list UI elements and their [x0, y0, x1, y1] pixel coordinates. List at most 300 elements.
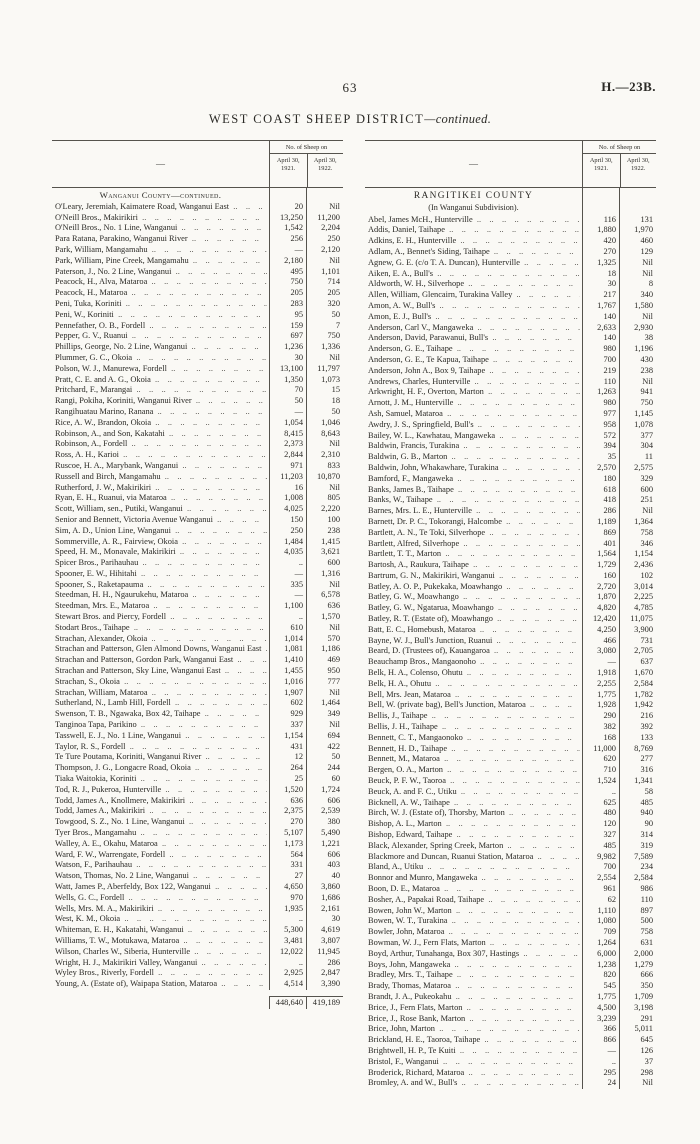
value-1922: 403 — [306, 860, 343, 871]
entry-name-cell — [52, 439, 269, 450]
value-1921: 866 — [582, 1035, 619, 1046]
entry-name-cell — [365, 215, 582, 226]
value-1921: 120 — [582, 819, 619, 830]
value-1922: Nil — [619, 312, 656, 323]
value-1922: Nil — [306, 353, 343, 364]
value-1922: 2,120 — [306, 245, 343, 256]
owner-name: Bartlett, T. T., Marton — [368, 549, 442, 559]
entry-name-cell — [365, 474, 582, 485]
owner-name: Brightwell, H. P., Te Kuiti — [368, 1045, 456, 1055]
dot-leader — [447, 744, 580, 755]
owner-name: Watt, James P., Aberfeldy, Box 122, Wanganui — [55, 882, 211, 891]
owner-name: Te Ture Poutama, Koriniti, Wanganui River — [55, 752, 202, 762]
entry-name-cell — [52, 688, 269, 699]
owner-name: Batley, G. W., Moawhango — [368, 592, 459, 602]
owner-name: Swenson, T. B., Ngawaka, Box 42, Taihape — [55, 709, 201, 719]
value-1921: — — [582, 657, 619, 668]
entry-name-cell — [365, 679, 582, 690]
value-1921: 564 — [269, 850, 306, 861]
dot-leader — [476, 657, 580, 668]
entry-name-cell — [365, 916, 582, 927]
value-1922: 131 — [619, 215, 656, 226]
value-1922: 731 — [619, 636, 656, 647]
value-1921: 2,255 — [582, 679, 619, 690]
dot-leader — [459, 539, 580, 550]
dot-leader — [132, 385, 267, 396]
value-1922: 750 — [306, 331, 343, 342]
value-1922: 319 — [619, 841, 656, 852]
entry-name-cell — [365, 485, 582, 496]
value-1921: 116 — [582, 215, 619, 226]
entry-name-cell — [52, 396, 269, 407]
entry-name-cell — [52, 202, 269, 213]
owner-name: Arnott, J. M., Hunterville — [368, 398, 454, 408]
entry-name-cell — [52, 590, 269, 601]
value-1921: 295 — [582, 1068, 619, 1079]
entry-name-cell — [365, 1068, 582, 1079]
owner-name: Brickland, H. E., Taoroa, Taihape — [368, 1035, 481, 1045]
entry-name-cell — [365, 819, 582, 830]
dot-leader — [149, 601, 267, 612]
dot-leader — [165, 429, 267, 440]
entry-name-cell — [365, 927, 582, 938]
value-1922: 2,847 — [306, 968, 343, 979]
value-1921: 6,000 — [582, 949, 619, 960]
value-1922: 2,539 — [306, 806, 343, 817]
two-column-layout — [52, 140, 656, 1089]
value-1922: 11,945 — [306, 947, 343, 958]
value-1922: 570 — [306, 634, 343, 645]
value-1921: 1,520 — [269, 785, 306, 796]
dot-leader — [423, 862, 580, 873]
dot-leader — [197, 958, 267, 969]
value-1921: 420 — [582, 236, 619, 247]
entry-name-cell — [365, 690, 582, 701]
dot-leader — [443, 765, 580, 776]
value-1921: 700 — [582, 862, 619, 873]
owner-name: O'Neill Bros., No. 1 Line, Wanganui — [55, 223, 178, 233]
owner-name: Rutherford, J. W., Makirikiri — [55, 482, 152, 492]
entry-name-cell — [52, 461, 269, 472]
value-1921: 159 — [269, 321, 306, 332]
entry-name-cell — [52, 418, 269, 429]
entry-name-cell — [52, 547, 269, 558]
entry-name-cell — [365, 333, 582, 344]
entry-name-cell — [365, 862, 582, 873]
entry-name-cell — [365, 463, 582, 474]
value-1922: 7,589 — [619, 852, 656, 863]
dot-leader — [138, 558, 267, 569]
value-1921: 602 — [269, 698, 306, 709]
value-1921: 25 — [269, 774, 306, 785]
owner-name: Brady, Thomas, Mataroa — [368, 981, 452, 991]
entry-name-cell — [52, 472, 269, 483]
dot-leader — [188, 590, 267, 601]
entry-name-cell — [365, 366, 582, 377]
dot-leader — [470, 377, 580, 388]
dot-leader — [183, 504, 267, 515]
owner-name: West, K. M., Okoia — [55, 914, 121, 924]
value-1921: 636 — [269, 796, 306, 807]
entry-name-cell — [365, 225, 582, 236]
owner-name: Polson, W. J., Manurewa, Fordell — [55, 363, 167, 373]
value-1922: 110 — [619, 895, 656, 906]
owner-name: Blackmore and Duncan, Ruanui Station, Mataroa — [368, 851, 534, 861]
value-1922: Nil — [306, 720, 343, 731]
owner-name: Robinson, A., Fordell — [55, 439, 128, 449]
value-1922: 637 — [619, 657, 656, 668]
owner-name: Belk, H. A., Colenso, Ohutu — [368, 668, 463, 678]
dot-leader — [179, 936, 267, 947]
value-1921: 1,008 — [269, 493, 306, 504]
value-1921: 1,729 — [582, 560, 619, 571]
value-1921: 971 — [269, 461, 306, 472]
entry-name-cell — [52, 871, 269, 882]
owner-name: Anderson, Carl V., Mangaweka — [368, 322, 474, 332]
dot-leader — [442, 819, 580, 830]
value-1921: 1,524 — [582, 776, 619, 787]
owner-name: Strachan and Patterson, Sky Line, Wanganui East — [55, 666, 221, 676]
entry-name-cell — [52, 666, 269, 677]
owner-name: Banks, W., Taihape — [368, 495, 433, 505]
value-1922: 298 — [619, 1068, 656, 1079]
dot-leader — [192, 396, 267, 407]
value-1921: 1,542 — [269, 223, 306, 234]
value-1922: 8 — [619, 279, 656, 290]
dot-leader — [171, 267, 267, 278]
value-1921: 2,375 — [269, 806, 306, 817]
dot-leader — [473, 323, 580, 334]
value-1921: 977 — [582, 409, 619, 420]
entry-name-cell — [365, 981, 582, 992]
value-1922: 1,196 — [619, 344, 656, 355]
owner-name: O'Neill Bros., Makirikiri — [55, 212, 138, 222]
value-1922: 6,578 — [306, 590, 343, 601]
owner-name: Peacock, H., Alva, Mataroa — [55, 277, 148, 287]
entry-name-cell — [365, 377, 582, 388]
value-1921: 431 — [269, 742, 306, 753]
value-1922: Nil — [619, 269, 656, 280]
entry-name-cell — [52, 310, 269, 321]
entry-name-cell — [365, 1046, 582, 1057]
owner-name: Barnett, Dr. P. C., Tokorangi, Halcombe — [368, 516, 502, 526]
value-1921: 13,250 — [269, 213, 306, 224]
dot-leader — [128, 331, 267, 342]
dot-leader — [132, 353, 267, 364]
value-1922: 1,724 — [306, 785, 343, 796]
owner-name: Spooner, S., Raketapauma — [55, 579, 144, 589]
owner-name: Tasswell, E. J., No. 1 Line, Wanganui — [55, 730, 182, 740]
entry-name-cell — [52, 882, 269, 893]
entry-name-cell — [52, 947, 269, 958]
value-1921: 1,325 — [582, 258, 619, 269]
value-1921: 700 — [582, 355, 619, 366]
value-1921: — — [269, 569, 306, 580]
owner-name: Taylor, R. S., Fordell — [55, 741, 126, 751]
value-1921 — [582, 188, 619, 203]
value-1921: 480 — [582, 808, 619, 819]
owner-name: Towgood, S. Z., No. 1 Line, Wanganui — [55, 817, 185, 827]
entry-name-cell — [365, 700, 582, 711]
value-1922: 277 — [619, 754, 656, 765]
value-1922: Nil — [306, 623, 343, 634]
owner-name: Plummer, G. C., Okoia — [55, 352, 133, 362]
owner-name: Bromley, A. and W., Bull's — [368, 1078, 458, 1088]
value-1921: 1,236 — [269, 342, 306, 353]
value-1922: Nil — [306, 483, 343, 494]
entry-name-cell — [52, 299, 269, 310]
dot-leader — [120, 677, 267, 688]
dot-leader — [445, 225, 580, 236]
name-column-header: — — [469, 158, 478, 169]
dot-leader — [495, 431, 580, 442]
owner-name: Bonnor and Munro, Mangaweka — [368, 873, 478, 883]
dot-leader — [447, 452, 580, 463]
entry-name-cell — [365, 247, 582, 258]
entry-name-cell — [365, 906, 582, 917]
owner-name: O'Leary, Jeremiah, Kaimatere Road, Wanganui East — [55, 201, 230, 211]
value-1922: 3,860 — [306, 882, 343, 893]
page-number: 63 — [342, 80, 358, 95]
value-1921: — — [269, 407, 306, 418]
value-1921: 283 — [269, 299, 306, 310]
value-1922: Nil — [306, 202, 343, 213]
value-1922: 1,970 — [619, 225, 656, 236]
owner-name: Wilson, Charles W., Siberia, Hunterville — [55, 946, 191, 956]
dot-leader — [476, 625, 580, 636]
value-1921: 3,481 — [269, 936, 306, 947]
value-1921: 62 — [582, 895, 619, 906]
value-1922: 205 — [306, 288, 343, 299]
value-1922: 422 — [306, 742, 343, 753]
owner-name: Phillips, George, No. 2 Line, Wanganui — [55, 342, 188, 352]
dot-leader — [178, 537, 267, 548]
value-1922 — [306, 188, 343, 202]
value-1922: 40 — [306, 871, 343, 882]
owner-name: Beauchamp Bros., Mangaonoho — [368, 657, 476, 667]
value-1922: 606 — [306, 796, 343, 807]
value-1922: 1,782 — [619, 690, 656, 701]
owner-name: Agnew, G. E. (c/o T. A. Duncan), Hunterville — [368, 257, 520, 267]
dot-leader — [453, 474, 580, 485]
value-1921: 1,173 — [269, 839, 306, 850]
value-1922: 1,046 — [306, 418, 343, 429]
owner-name: Spicer Bros., Parihauhau — [55, 558, 139, 568]
entry-name-cell — [365, 1014, 582, 1025]
value-1921: 980 — [582, 344, 619, 355]
dot-leader — [148, 688, 267, 699]
value-1922: 2,225 — [619, 592, 656, 603]
entry-name-cell — [365, 312, 582, 323]
owner-name: Bowen, John W., Marton — [368, 905, 452, 915]
value-1922: 316 — [619, 765, 656, 776]
entry-name-cell — [365, 614, 582, 625]
dot-leader — [114, 310, 267, 321]
owner-name: Wyley Bros., Riverly, Fordell — [55, 968, 154, 978]
value-1921: 8,415 — [269, 429, 306, 440]
dot-leader — [485, 366, 580, 377]
value-1922: 2,204 — [306, 223, 343, 234]
value-1921: 1,918 — [582, 668, 619, 679]
value-1921: 217 — [582, 290, 619, 301]
dot-leader — [154, 904, 267, 915]
owner-name: Bartrum, G. N., Makirikiri, Wanganui — [368, 570, 495, 580]
value-1922: 126 — [619, 1046, 656, 1057]
value-1921: — — [269, 590, 306, 601]
value-1922: 3,900 — [619, 625, 656, 636]
entry-name-cell — [365, 420, 582, 431]
entry-name-cell — [365, 992, 582, 1003]
value-1921: 5,107 — [269, 828, 306, 839]
dot-leader — [171, 526, 267, 537]
value-1921: 35 — [582, 452, 619, 463]
entry-name-cell — [52, 450, 269, 461]
value-1922: 11,200 — [306, 213, 343, 224]
owner-name: Bayne, W. J., Bull's Junction, Ruanui — [368, 635, 493, 645]
dot-leader — [495, 571, 580, 582]
entry-name-cell — [52, 504, 269, 515]
value-1921: 620 — [582, 754, 619, 765]
value-1922: Nil — [619, 377, 656, 388]
value-1921: 366 — [582, 1024, 619, 1035]
value-1922: 1,709 — [619, 992, 656, 1003]
value-1921: 335 — [269, 580, 306, 591]
value-1921: 18 — [582, 269, 619, 280]
value-1921: 2,925 — [269, 968, 306, 979]
owner-name: Boyd, Arthur, Tunahanga, Box 307, Hastings — [368, 948, 520, 958]
dot-leader — [451, 690, 580, 701]
value-1921: 4,035 — [269, 547, 306, 558]
value-1922: 60 — [306, 774, 343, 785]
value-1922: 4,785 — [619, 603, 656, 614]
dot-leader — [493, 614, 580, 625]
entry-name-cell — [52, 331, 269, 342]
owner-name: Strachan, William, Mataroa — [55, 687, 148, 697]
owner-name: Sim, A. D., Union Line, Wanganui — [55, 525, 171, 535]
entry-name-cell — [52, 828, 269, 839]
dot-leader — [137, 569, 267, 580]
owner-name: Paterson, J., No. 2 Line, Wanganui — [55, 266, 172, 276]
owner-name: Barnes, Mrs. L. E., Hunterville — [368, 506, 472, 516]
entry-name-cell — [52, 429, 269, 440]
value-1921: 150 — [269, 515, 306, 526]
owner-name: Pritchard, F., Marangai — [55, 385, 133, 395]
dot-leader — [492, 636, 580, 647]
value-1922: 1,670 — [619, 668, 656, 679]
value-1922: 666 — [619, 970, 656, 981]
value-1922: 950 — [306, 666, 343, 677]
value-1921: 1,484 — [269, 537, 306, 548]
owner-name: Bennett, M., Mataroa — [368, 754, 440, 764]
entry-name-cell — [52, 537, 269, 548]
entry-name-cell — [52, 839, 269, 850]
value-1922: 805 — [306, 493, 343, 504]
value-1921: 331 — [269, 860, 306, 871]
value-1921: 286 — [582, 506, 619, 517]
value-1921: 572 — [582, 431, 619, 442]
value-1922: 1,580 — [619, 301, 656, 312]
entry-name-cell — [365, 744, 582, 755]
entry-name-cell — [365, 431, 582, 442]
value-1921 — [269, 188, 306, 202]
value-1922: 2,000 — [619, 949, 656, 960]
value-1922: 777 — [306, 677, 343, 688]
entry-name-cell — [52, 364, 269, 375]
value-1921: 1,775 — [582, 992, 619, 1003]
total-1922: 419,189 — [306, 996, 343, 1009]
entry-name-cell — [365, 582, 582, 593]
entry-name-cell — [365, 495, 582, 506]
entry-name-cell — [365, 852, 582, 863]
entry-name-cell — [365, 323, 582, 334]
value-1921: 1,935 — [269, 904, 306, 915]
owner-name: Brice, J., Rose Bank, Marton — [368, 1013, 466, 1023]
value-1921: 12,420 — [582, 614, 619, 625]
entry-name-cell — [365, 290, 582, 301]
dot-leader — [136, 828, 267, 839]
value-1921: 750 — [269, 277, 306, 288]
dot-leader — [138, 213, 267, 224]
owner-name: Strachan and Patterson, Glen Almond Downs, Wanganui East — [55, 644, 262, 654]
dot-leader — [443, 409, 580, 420]
value-1922: 350 — [619, 981, 656, 992]
entry-name-cell — [365, 1024, 582, 1035]
left-table-header — [52, 140, 343, 188]
entry-name-cell — [52, 968, 269, 979]
entry-name-cell — [365, 776, 582, 787]
dot-leader — [161, 785, 267, 796]
entry-name-cell — [365, 668, 582, 679]
owner-name: Bergen, O. A., Marton — [368, 765, 443, 775]
value-1921: 1,264 — [582, 938, 619, 949]
owner-name: Aiken, E. A., Bull's — [368, 268, 434, 278]
value-1921: 4,025 — [269, 504, 306, 515]
dot-leader — [184, 925, 267, 936]
value-1921: 95 — [269, 310, 306, 321]
value-1922: 3,621 — [306, 547, 343, 558]
value-1922: 349 — [306, 709, 343, 720]
owner-name: Bishop, A. L., Marton — [368, 819, 442, 829]
entry-name-cell — [365, 884, 582, 895]
entry-name-cell — [52, 860, 269, 871]
value-1922: 50 — [306, 407, 343, 418]
value-1921: 1,238 — [582, 960, 619, 971]
owner-name: Stewart Bros. and Piercy, Fordell — [55, 612, 167, 622]
dot-leader — [433, 495, 580, 506]
entry-name-cell — [365, 765, 582, 776]
owner-name: Scott, William, sen., Putiki, Wanganui — [55, 504, 183, 514]
dot-leader — [459, 592, 580, 603]
value-1922: 392 — [619, 722, 656, 733]
value-1922: 234 — [619, 862, 656, 873]
entry-name-cell — [365, 636, 582, 647]
entry-name-cell — [365, 808, 582, 819]
value-1921: 4,500 — [582, 1003, 619, 1014]
value-1921: 1,110 — [582, 906, 619, 917]
entry-name-cell — [52, 245, 269, 256]
value-1921: 9,982 — [582, 852, 619, 863]
value-1921: 327 — [582, 830, 619, 841]
entry-name-cell — [365, 830, 582, 841]
value-1922: 1,341 — [619, 776, 656, 787]
entry-name-cell — [365, 592, 582, 603]
value-1922: 4,619 — [306, 925, 343, 936]
entry-name-cell — [52, 558, 269, 569]
value-1921: 290 — [582, 711, 619, 722]
value-1921: 1,154 — [269, 731, 306, 742]
entry-name-cell — [52, 353, 269, 364]
owner-name: Bartlett, Alfred, Silverhope — [368, 538, 460, 548]
